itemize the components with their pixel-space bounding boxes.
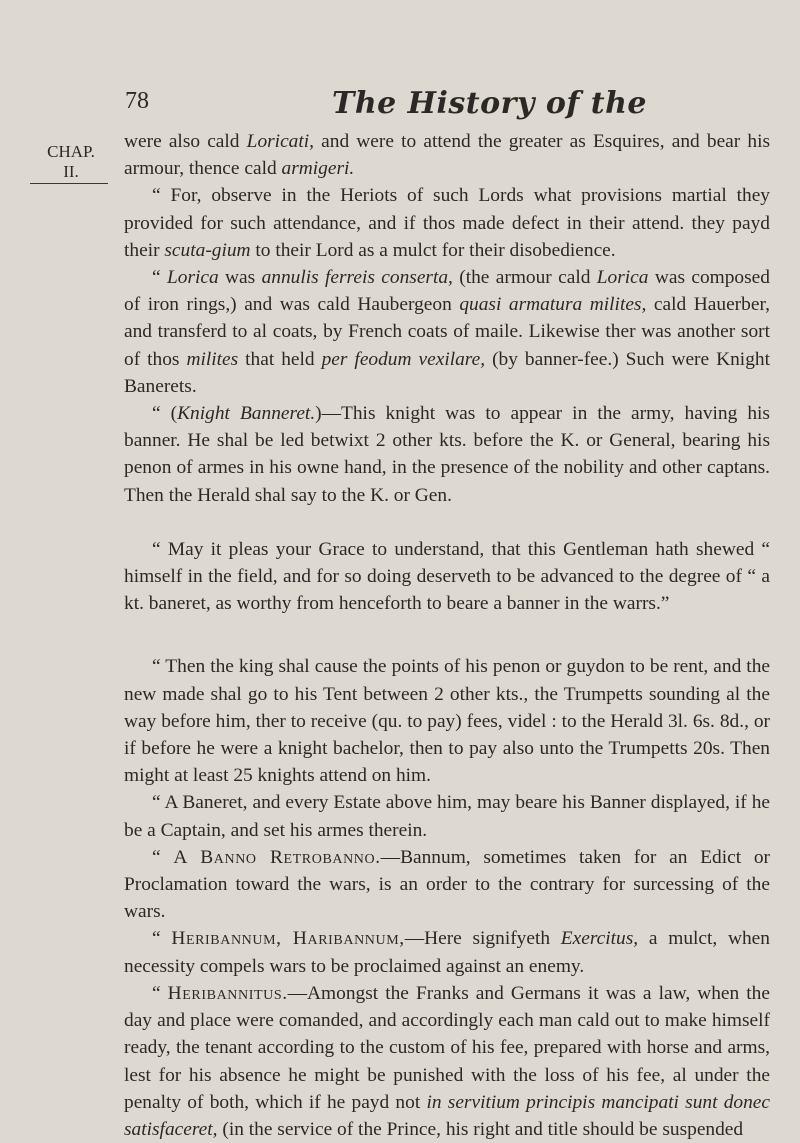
page-number: 78 <box>125 88 149 114</box>
text-run: to their Lord as a mulct for their disobedience. <box>250 239 616 261</box>
body-text <box>124 128 770 1143</box>
text-run: “ <box>152 928 172 950</box>
paragraph-3 <box>124 264 770 400</box>
text-run: was <box>218 267 262 289</box>
text-run: —Here signifyeth <box>404 928 561 950</box>
text-run: —Bannum, sometimes taken for an Edict or Proclamation toward the wars, is an order to the contrary for surcessing of the wars. <box>124 846 770 923</box>
text-run: cald Hauerber, and transferd to al coats, by French coats of maile. Likewise ther was another sort of thos <box>124 294 770 370</box>
chapter-number: II. <box>63 162 79 181</box>
paragraph-10 <box>124 980 770 1143</box>
italic-run: armigeri. <box>281 158 355 180</box>
text-run: was composed of iron rings,) and was cald Haubergeon <box>124 267 770 316</box>
italic-run: Lorica <box>596 267 649 289</box>
paragraph-4 <box>124 400 770 509</box>
paragraph-2 <box>124 182 770 264</box>
text-run: )—This knight was to appear in the army, having his banner. He shal be led betwixt 2 other kts. before the K. or General, bearing his penon of armes in his owne hand, in the presence of the nobility and other captans. Then the Herald shal say to the K. or Gen. <box>124 403 770 506</box>
smallcaps-run: A Banno Retrobanno. <box>173 846 381 868</box>
text-run: that held <box>238 348 322 370</box>
italic-run: quasi armatura milites, <box>459 294 647 316</box>
text-run: “ <box>152 267 167 289</box>
italic-run: Knight Banneret. <box>177 403 316 425</box>
italic-run: scuta-gium <box>164 239 251 261</box>
page-header <box>80 88 800 128</box>
text-run: a mulct, when necessity compels wars to be proclaimed against an enemy. <box>124 928 770 977</box>
text-run: and were to attend the greater as Esquires, and bear his armour, thence cald <box>124 131 771 180</box>
text-run: were also cald <box>124 131 247 152</box>
running-head: The History of the <box>332 86 647 121</box>
text-run: —Amongst the Franks and Germans it was a law, when the day and place were comanded, and accordingly each man cald out to make himself ready, the tenant according to the custom of his fee, prepared with horse and arms, lest for his absence he might be punished with the loss of his fee, al under the penalty of both, which if he payd not <box>124 982 770 1113</box>
text-run: (the armour cald <box>452 267 597 289</box>
paragraph-6: “ Then the king shal cause the points of his penon or guydon to be rent, and the new made shal go to his Tent between 2 other kts., the Trumpetts sounding al the way before him, ther to receive (qu. to pay) fees, videl : to the Herald 3l. 6s. 8d., or if before he were a knight bachelor, then to pay also unto the Trumpetts 20s. Then might at least 25 knights attend on him. <box>124 656 770 787</box>
italic-run: milites <box>186 348 239 370</box>
paragraph-9 <box>124 925 770 979</box>
paragraph-7: “ A Baneret, and every Estate above him, may beare his Banner displayed, if he be a Captain, and set his armes therein. <box>124 792 770 841</box>
chapter-label: CHAP. <box>47 142 95 161</box>
italic-run: per feodum vexilare, <box>321 348 486 370</box>
italic-run: in servitium principis mancipati sunt donec satisfaceret, <box>124 1091 771 1140</box>
paragraph-5-proclamation: “ May it pleas your Grace to understand, that this Gentleman hath shewed “ himself in the field, and for so doing deserveth to be advanced to the degree of “ a kt. baneret, as worthy from henceforth to beare a banner in the warrs.” <box>124 538 770 615</box>
paragraph-1 <box>124 128 770 182</box>
text-run: “ <box>152 982 168 1004</box>
text-run: (by banner-fee.) Such were Knight Banerets. <box>124 348 770 397</box>
chapter-marker <box>40 142 102 182</box>
text-run: “ For, observe in the Heriots of such Lords what provisions martial they provided for such attendance, and if thos made defect in their attend. they payd their <box>124 185 770 261</box>
text-run: “ ( <box>152 403 178 425</box>
paragraph-8 <box>124 844 770 926</box>
smallcaps-run: Heribannum, Haribannum, <box>171 928 405 950</box>
italic-run: Loricati, <box>246 131 314 152</box>
text-run: (in the service of the Prince, his right and title should be suspended <box>217 1118 744 1140</box>
italic-run: Exercitus, <box>560 928 639 950</box>
smallcaps-run: Heribannitus. <box>167 982 288 1004</box>
italic-run: annulis ferreis conserta, <box>261 267 453 289</box>
chapter-rule <box>30 183 108 184</box>
italic-run: Lorica <box>166 267 219 289</box>
text-run: “ <box>152 846 174 868</box>
